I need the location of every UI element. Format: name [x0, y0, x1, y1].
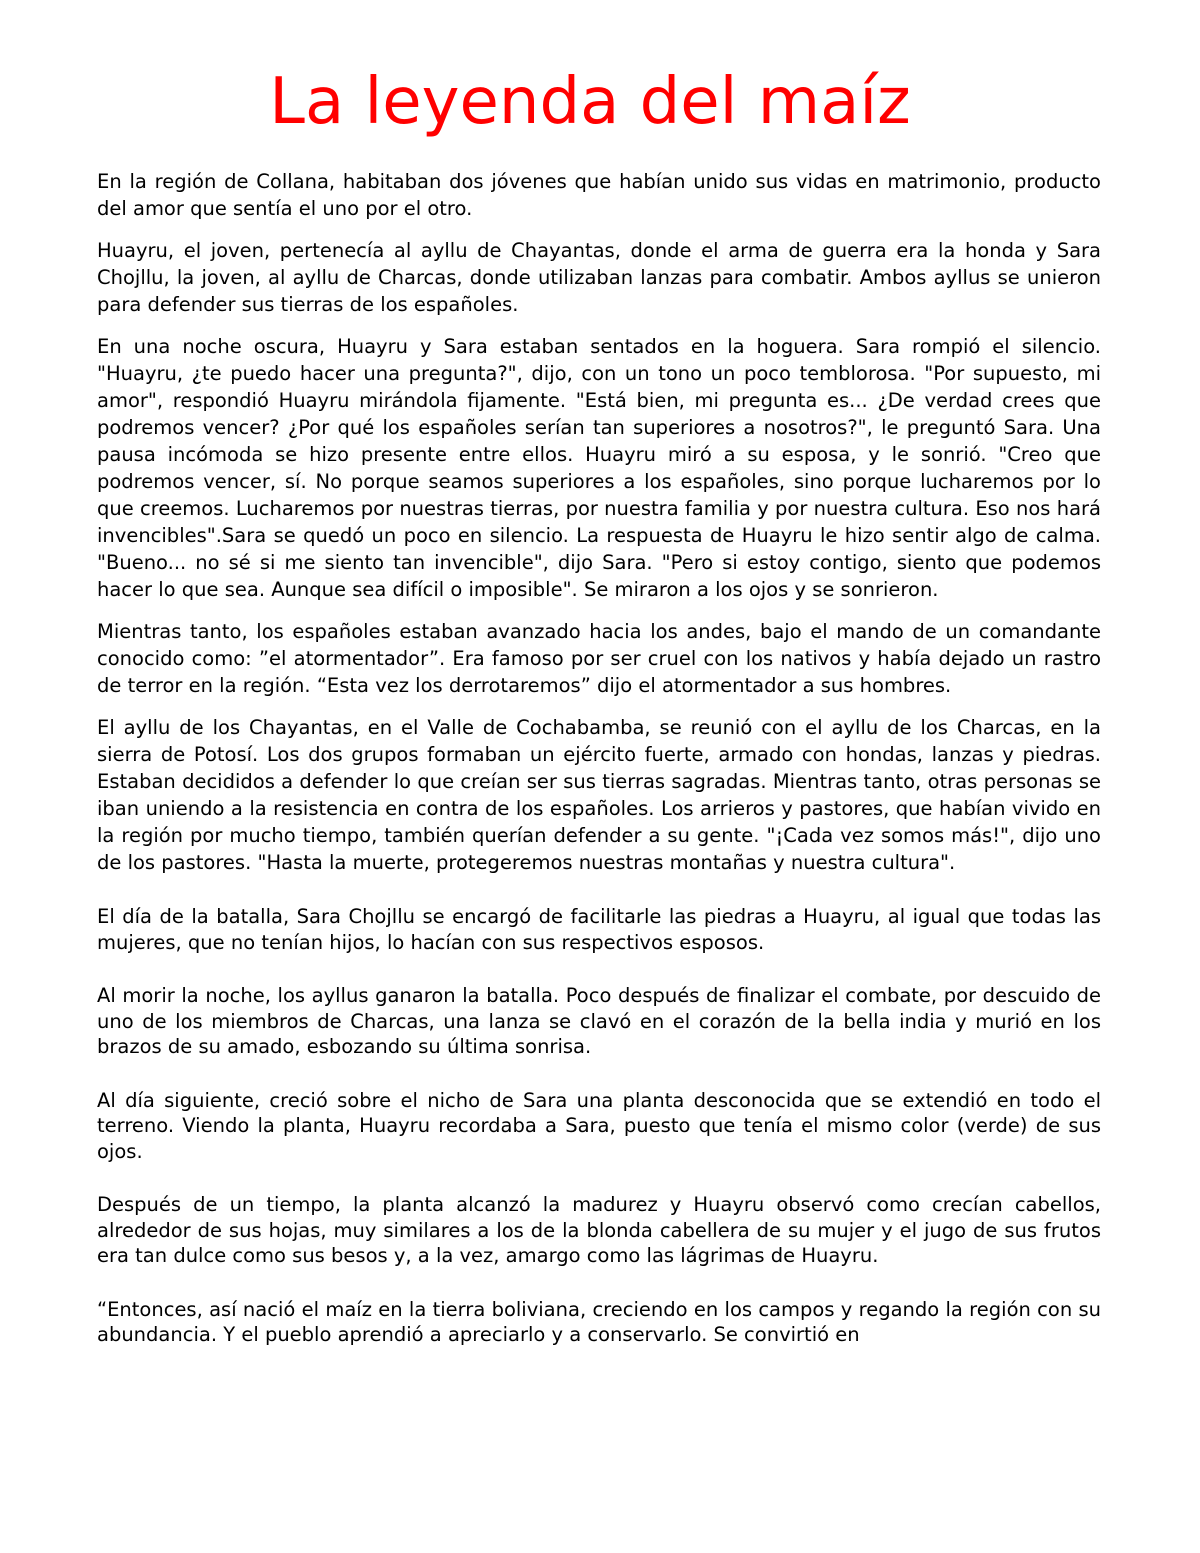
paragraph-4: Mientras tanto, los españoles estaban avanzado hacia los andes, bajo el mando de un comandante conocido como: ”el atormentador”. Era famoso por ser cruel con los nativos y había dejado un rastro de terror en la región. “Esta vez los derrotaremos” dijo el atormentador a sus hombres.	[97, 620, 1101, 697]
paragraph-7: Al morir la noche, los ayllus ganaron la batalla. Poco después de finalizar el combate, por descuido de uno de los miembros de Charcas, una lanza se clavó en el corazón de la bella india y murió en los brazos de su amado, esbozando su última sonrisa.	[97, 984, 1101, 1058]
document-title: La leyenda del maíz	[269, 65, 911, 139]
paragraph-8: Al día siguiente, creció sobre el nicho de Sara una planta desconocida que se extendió en todo el terreno. Viendo la planta, Huayru recordaba a Sara, puesto que tenía el mismo color (verde) de sus ojos.	[97, 1088, 1101, 1163]
paragraph-6: El día de la batalla, Sara Chojllu se encargó de facilitarle las piedras a Huayru, al igual que todas las mujeres, que no tenían hijos, lo hacían con sus respectivos esposos.	[97, 905, 1101, 954]
paragraph-2: Huayru, el joven, pertenecía al ayllu de Chayantas, donde el arma de guerra era la honda y Sara Chojllu, la joven, al ayllu de Charcas, donde utilizaban lanzas para combatir. Ambos ayllus se unieron para defender sus tierras de los españoles.	[97, 239, 1101, 316]
paragraph-1: En la región de Collana, habitaban dos jóvenes que habían unido sus vidas en matrimonio, producto del amor que sentía el uno por el otro.	[97, 170, 1101, 220]
paragraph-5: El ayllu de los Chayantas, en el Valle de Cochabamba, se reunió con el ayllu de los Charcas, en la sierra de Potosí. Los dos grupos formaban un ejército fuerte, armado con hondas, lanzas y piedras. Estaban decididos a defender lo que creían ser sus tierras sagradas. Mientras tanto, otras personas se iban uniendo a la resistencia en contra de los españoles. Los arrieros y pastores, que habían vivido en la región por mucho tiempo, también querían defender a su gente. "¡Cada vez somos más!", dijo uno de los pastores. "Hasta la muerte, protegeremos nuestras montañas y nuestra cultura".	[97, 716, 1101, 874]
paragraph-10: “Entonces, así nació el maíz en la tierra boliviana, creciendo en los campos y regando la región con su abundancia. Y el pueblo aprendió a apreciarlo y a conservarlo. Se convirtió en	[97, 1297, 1101, 1346]
paragraph-9: Después de un tiempo, la planta alcanzó la madurez y Huayru observó como crecían cabellos, alrededor de sus hojas, muy similares a los de la blonda cabellera de su mujer y el jugo de sus frutos era tan dulce como sus besos y, a la vez, amargo como las lágrimas de Huayru.	[97, 1193, 1101, 1267]
paragraph-3: En una noche oscura, Huayru y Sara estaban sentados en la hoguera. Sara rompió el silencio. "Huayru, ¿te puedo hacer una pregunta?", dijo, con un tono un poco temblorosa. "Por supuesto, mi amor", respondió Huayru mirándola fijamente. "Está bien, mi pregunta es... ¿De verdad crees que podremos vencer? ¿Por qué los españoles serían tan superiores a nosotros?", le preguntó Sara. Una pausa incómoda se hizo presente entre ellos. Huayru miró a su esposa, y le sonrió. "Creo que podremos vencer, sí. No porque seamos superiores a los españoles, sino porque lucharemos por lo que creemos. Lucharemos por nuestras tierras, por nuestra familia y por nuestra cultura. Eso nos hará invencibles".Sara se quedó un poco en silencio. La respuesta de Huayru le hizo sentir algo de calma. "Bueno... no sé si me siento tan invencible", dijo Sara. "Pero si estoy contigo, siento que podemos hacer lo que sea. Aunque sea difícil o imposible". Se miraron a los ojos y se sonrieron.	[97, 335, 1101, 601]
document-body	[97, 168, 1101, 1436]
